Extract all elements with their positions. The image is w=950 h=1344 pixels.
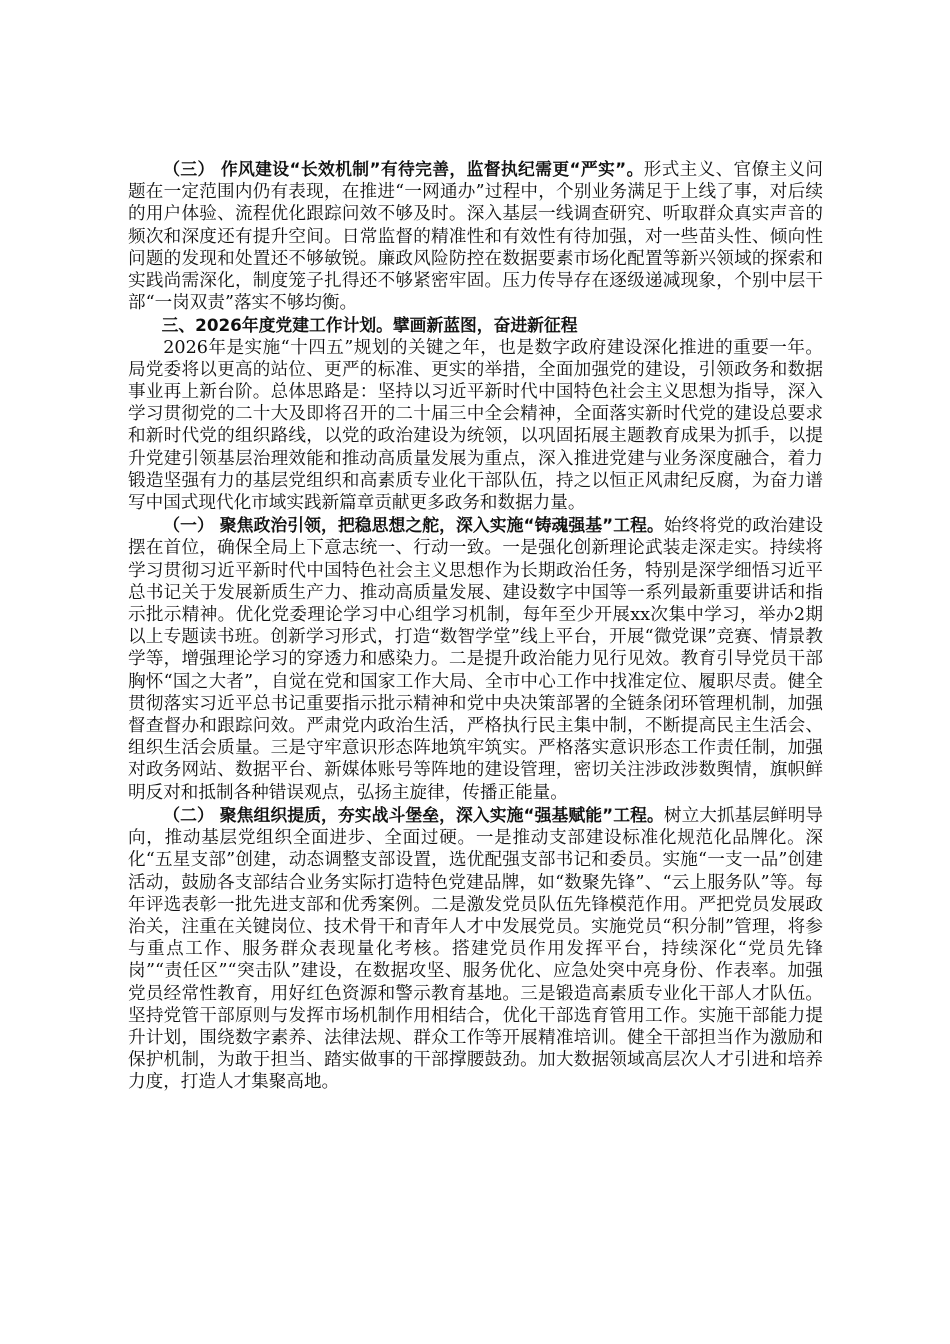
paragraph-plan-intro: 2026年是实施“十四五”规划的关键之年，也是数字政府建设深化推进的重要一年。局党委将以更高的站位、更严的标准、更实的举措，全面加强党的建设，引领政务和数据事业再上新台阶。总体思路是：坚持以习近平新时代中国特色社会主义思想为指导，深入学习贯彻党的二十大及即将召开的二十届三中全会精神，全面落实新时代党的建设总要求和新时代党的组织路线，以党的政治建设为统领，以巩固拓展主题教育成果为抓手，以提升党建引领基层治理效能和推动高质量发展为重点，深入推进党建与业务深度融合，着力锻造坚强有力的基层党组织和高素质专业化干部队伍，持之以恒正风肃纪反腐，为奋力谱写中国式现代化市域实践新篇章贡献更多政务和数据力量。 (128, 337, 823, 514)
item3-body: 形式主义、官僚主义问题在一定范围内仍有表现，在推进“一网通办”过程中，个别业务满足于上线了事，对后续的用户体验、流程优化跟踪问效不够及时。深入基层一线调查研究、听取群众真实声音的频次和深度还有提升空间。日常监督的精准性和有效性有待加强，对一些苗头性、倾向性问题的发现和处置还不够敏锐。廉政风险防控在数据要素市场化配置等新兴领域的探索和实践尚需深化，制度笼子扎得还不够紧密牢固。压力传导存在逐级递减现象，个别中层干部“一岗双责”落实不够均衡。 (128, 160, 823, 314)
section3-heading: 三、2026年度党建工作计划。擘画新蓝图，奋进新征程 (161, 315, 578, 336)
plan-item2-lead: （二） 聚焦组织提质，夯实战斗堡垒，深入实施“强基赋能”工程。 (163, 804, 664, 825)
item3-lead: （三） 作风建设“长效机制”有待完善，监督执纪需更“严实”。 (163, 159, 644, 179)
plan-item1-lead: （一） 聚焦政治引领，把稳思想之舵，深入实施“铸魂强基”工程。 (163, 515, 664, 536)
paragraph-plan-item2 (128, 804, 823, 1094)
document-body (128, 158, 823, 1094)
plan-item2-body: 树立大抓基层鲜明导向，推动基层党组织全面进步、全面过硬。一是推动支部建设标准化规范化品牌化。深化“五星支部”创建，动态调整支部设置，选优配强支部书记和委员。实施“一支一品”创建活动，鼓励各支部结合业务实际打造特色党建品牌，如“数聚先锋”、“云上服务队”等。每年评选表彰一批先进支部和优秀案例。二是激发党员队伍先锋模范作用。严把党员发展政治关，注重在关键岗位、技术骨干和青年人才中发展党员。实施党员“积分制”管理，将参与重点工作、服务群众表现量化考核。搭建党员作用发挥平台，持续深化“党员先锋岗”“责任区”“突击队”建设，在数据攻坚、服务优化、应急处突中亮身份、作表率。加强党员经常性教育，用好红色资源和警示教育基地。三是锻造高素质专业化干部人才队伍。坚持党管干部原则与发挥市场机制作用相结合，优化干部选育管用工作。实施干部能力提升计划，围绕数字素养、法律法规、群众工作等开展精准培训。健全干部担当作为激励和保护机制，为敢于担当、踏实做事的干部撑腰鼓劲。加大数据领域高层次人才引进和培养力度，打造人才集聚高地。 (128, 805, 823, 1093)
paragraph-item3-style-building (128, 158, 823, 314)
paragraph-plan-item1 (128, 514, 823, 804)
plan-item1-body: 始终将党的政治建设摆在首位，确保全局上下意志统一、行动一致。一是强化创新理论武装走深走实。持续将学习贯彻习近平新时代中国特色社会主义思想作为长期政治任务，特别是深学细悟习近平总书记关于发展新质生产力、推动高质量发展、建设数字中国等一系列最新重要讲话和指示批示精神。优化党委理论学习中心组学习机制，每年至少开展xx次集中学习，举办2期以上专题读书班。创新学习形式，打造“数智学堂”线上平台，开展“微党课”竞赛、情景教学等，增强理论学习的穿透力和感染力。二是提升政治能力见行见效。教育引导党员干部胸怀“国之大者”，自觉在党和国家工作大局、全市中心工作中找准定位、履职尽责。健全贯彻落实习近平总书记重要指示批示精神和党中央决策部署的全链条闭环管理机制，加强督查督办和跟踪问效。严肃党内政治生活，严格执行民主集中制，不断提高民主生活会、组织生活会质量。三是守牢意识形态阵地筑牢筑实。严格落实意识形态工作责任制，加强对政务网站、数据平台、新媒体账号等阵地的建设管理，密切关注涉政涉数舆情，旗帜鲜明反对和抵制各种错误观点，弘扬主旋律，传播正能量。 (128, 516, 823, 803)
